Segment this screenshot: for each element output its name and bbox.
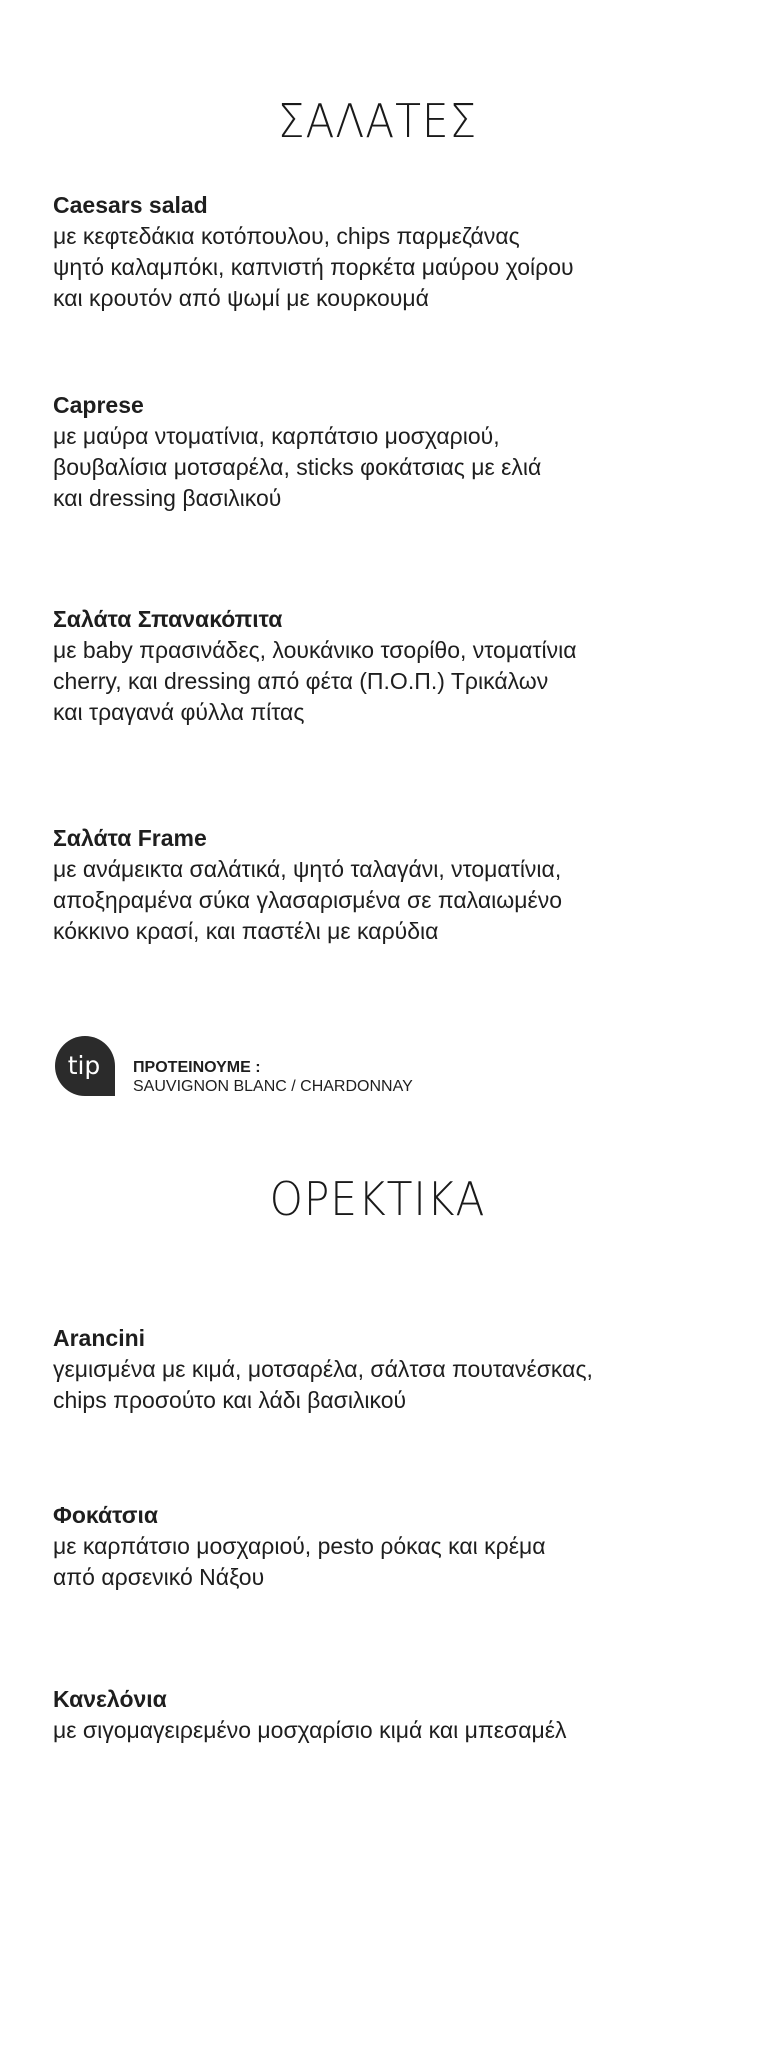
dish-name: Caprese	[53, 392, 144, 418]
dish-description-line: κόκκινο κρασί, και παστέλι με καρύδια	[53, 918, 439, 944]
dish-name: Σαλάτα Σπανακόπιτα	[53, 606, 283, 632]
dish-description-line: και dressing βασιλικού	[53, 485, 282, 511]
dish-description-line: βουβαλίσια μοτσαρέλα, sticks φοκάτσιας με ελιά	[53, 454, 542, 480]
dish-salata-spanakopita	[53, 604, 693, 728]
salads-section-title: ΣΑΛΑΤΕΣ	[277, 94, 478, 148]
dish-description	[53, 1354, 693, 1416]
dish-description-line: αποξηραμένα σύκα γλασαρισμένα σε παλαιωμένο	[53, 887, 562, 913]
tip-speech-bubble-icon	[53, 1034, 117, 1098]
dish-description-line: και κρουτόν από ψωμί με κουρκουμά	[53, 285, 429, 311]
dish-description-line: με ανάμεικτα σαλάτικά, ψητό ταλαγάνι, ντοματίνια,	[53, 856, 562, 882]
dish-arancini	[53, 1323, 693, 1416]
dish-description-line: από αρσενικό Νάξου	[53, 1564, 265, 1590]
dish-description	[53, 1531, 693, 1593]
dish-kanelonia	[53, 1684, 693, 1746]
dish-description-line: ψητό καλαμπόκι, καπνιστή πορκέτα μαύρου χοίρου	[53, 254, 574, 280]
dish-name: Σαλάτα Frame	[53, 825, 207, 851]
dish-description-line: γεμισμένα με κιμά, μοτσαρέλα, σάλτσα πουτανέσκας,	[53, 1356, 593, 1382]
tip-heading: ΠΡΟΤΕΙΝΟΥΜΕ :	[133, 1059, 261, 1076]
dish-description-line: με μαύρα ντοματίνια, καρπάτσιο μοσχαριού,	[53, 423, 500, 449]
dish-description-line: και τραγανά φύλλα πίτας	[53, 699, 305, 725]
appetizers-section-title: ΟΡΕΚΤΙΚΑ	[269, 1172, 486, 1226]
dish-description	[53, 854, 693, 947]
tip-wines: SAUVIGNON BLANC / CHARDONNAY	[133, 1078, 413, 1095]
dish-name: Caesars salad	[53, 192, 208, 218]
dish-salata-frame	[53, 823, 693, 947]
dish-description	[53, 221, 693, 314]
dish-description	[53, 635, 693, 728]
dish-description-line: με σιγομαγειρεμένο μοσχαρίσιο κιμά και μπεσαμέλ	[53, 1717, 567, 1743]
dish-caprese	[53, 390, 693, 514]
dish-description	[53, 421, 693, 514]
dish-fokatsia	[53, 1500, 693, 1593]
dish-description-line: chips προσούτο και λάδι βασιλικού	[53, 1387, 407, 1413]
dish-name: Φοκάτσια	[53, 1502, 159, 1528]
tip-badge-label: tip	[67, 1051, 101, 1080]
dish-description-line: με κεφτεδάκια κοτόπουλου, chips παρμεζάνας	[53, 223, 520, 249]
tip-text	[133, 1058, 413, 1096]
dish-caesars-salad	[53, 190, 693, 314]
dish-description	[53, 1715, 693, 1746]
dish-description-line: με baby πρασινάδες, λουκάνικο τσορίθο, ντοματίνια	[53, 637, 577, 663]
wine-tip	[53, 1034, 553, 1098]
dish-name: Arancini	[53, 1325, 146, 1351]
dish-description-line: cherry, και dressing από φέτα (Π.Ο.Π.) Τρικάλων	[53, 668, 549, 694]
dish-description-line: με καρπάτσιο μοσχαριού, pesto ρόκας και κρέμα	[53, 1533, 546, 1559]
dish-name: Κανελόνια	[53, 1686, 167, 1712]
